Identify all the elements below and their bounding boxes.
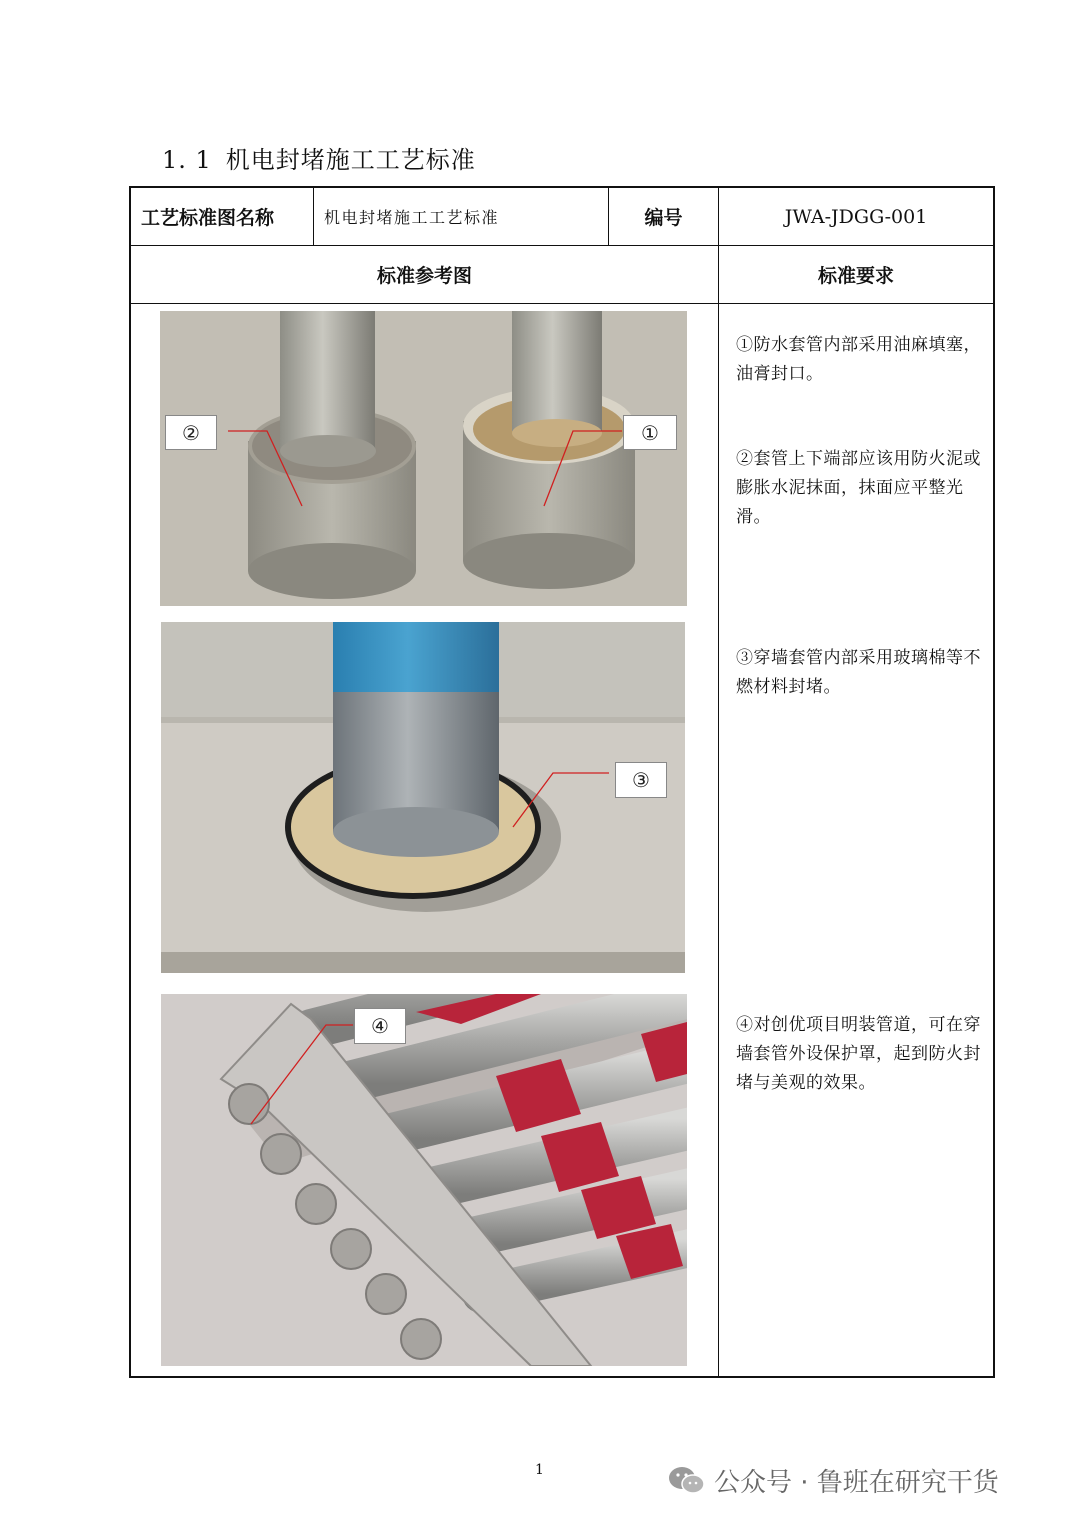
reference-image-header: 标准参考图 bbox=[376, 265, 472, 287]
callout-4: ④ bbox=[354, 1008, 406, 1044]
callout-1: ① bbox=[623, 415, 677, 450]
row-divider bbox=[131, 303, 993, 304]
wechat-icon bbox=[668, 1465, 706, 1497]
footer-text: 公众号 · 鲁班在研究干货 bbox=[714, 1468, 999, 1498]
callout-2: ② bbox=[165, 415, 217, 450]
section-heading bbox=[162, 140, 476, 175]
photo-floor-sleeves bbox=[160, 311, 687, 606]
requirement-item: ①防水套管内部采用油麻填塞，油膏封口。 bbox=[736, 335, 981, 384]
name-value: 机电封堵施工工艺标准 bbox=[324, 208, 500, 227]
name-label: 工艺标准图名称 bbox=[141, 207, 275, 229]
requirements-header: 标准要求 bbox=[817, 265, 894, 287]
requirement-item: ②套管上下端部应该用防火泥或膨胀水泥抹面，抹面应平整光滑。 bbox=[736, 449, 981, 527]
photo-wall-sleeve bbox=[161, 622, 685, 973]
code-value: JWA-JDGG-001 bbox=[784, 205, 928, 228]
photo-pipe-guard bbox=[161, 994, 687, 1366]
col-divider bbox=[718, 188, 719, 1376]
page-number: 1 bbox=[535, 1462, 544, 1478]
section-title: 机电封堵施工工艺标准 bbox=[225, 146, 476, 174]
callout-3: ③ bbox=[615, 762, 667, 798]
requirement-item: ③穿墙套管内部采用玻璃棉等不燃材料封堵。 bbox=[736, 648, 981, 697]
requirement-item: ④对创优项目明装管道，可在穿墙套管外设保护罩，起到防火封堵与美观的效果。 bbox=[736, 1015, 981, 1093]
section-number: 1. 1 bbox=[162, 146, 212, 174]
code-label: 编号 bbox=[644, 207, 683, 229]
footer-watermark bbox=[668, 1462, 999, 1499]
